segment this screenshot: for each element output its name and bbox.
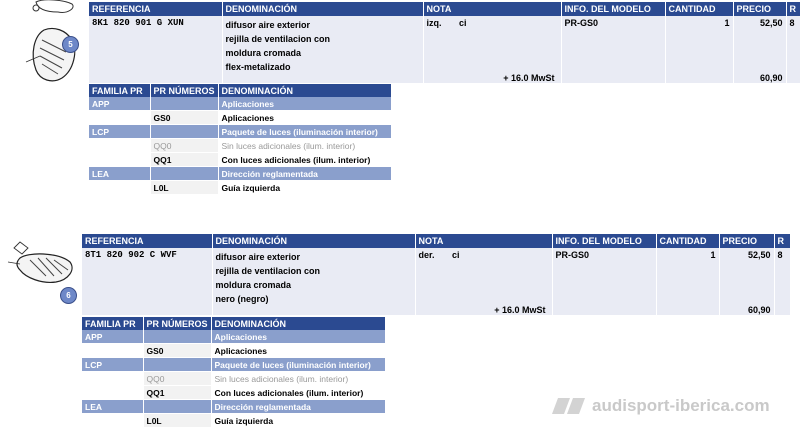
- pr-option-row[interactable]: [89, 111, 391, 125]
- pr-family-row: [89, 97, 391, 111]
- pr-family: APP: [89, 97, 150, 111]
- pr-code[interactable]: QQ0: [143, 372, 211, 386]
- pr-option-row[interactable]: [89, 139, 391, 153]
- parts-table-6: [82, 234, 791, 315]
- header-r: R: [786, 2, 800, 16]
- table-row[interactable]: [89, 16, 800, 83]
- quantity: 1: [656, 248, 719, 315]
- note-cell: [415, 248, 552, 315]
- quantity: 1: [665, 16, 733, 83]
- header-row: [82, 234, 790, 248]
- pr-option-row[interactable]: [82, 372, 385, 386]
- model-info: PR-GS0: [561, 16, 665, 83]
- note-cell: [423, 16, 561, 83]
- watermark-logo-icon: [552, 398, 586, 414]
- header-referencia: REFERENCIA: [82, 234, 212, 248]
- table-row[interactable]: [82, 248, 790, 315]
- header-info-modelo: INFO. DEL MODELO: [552, 234, 656, 248]
- pr-code[interactable]: GS0: [150, 111, 218, 125]
- pr-family-row: [82, 400, 385, 414]
- header-r: R: [774, 234, 790, 248]
- tax-note: + 16.0 MwSt: [494, 305, 546, 315]
- pr-desc: Sin luces adicionales (ilum. interior): [211, 372, 385, 386]
- pr-option-row[interactable]: [82, 414, 385, 428]
- tax-note: + 16.0 MwSt: [503, 73, 555, 83]
- desc-line: rejilla de ventilacion con: [215, 266, 321, 276]
- pr-option-row[interactable]: [89, 181, 391, 195]
- header-denominacion: DENOMINACIÓN: [222, 2, 423, 16]
- pr-desc: Aplicaciones: [211, 344, 385, 358]
- part-number[interactable]: 8K1 820 901 G XUN: [89, 16, 222, 83]
- model-info: PR-GS0: [552, 248, 656, 315]
- pr-family-desc: Dirección reglamentada: [218, 167, 391, 181]
- header-cantidad: CANTIDAD: [656, 234, 719, 248]
- pr-family: LCP: [82, 358, 143, 372]
- sub-header-row: [89, 84, 391, 97]
- note: der. ci: [418, 250, 460, 260]
- price-total: 60,90: [759, 73, 783, 83]
- pr-family-desc: Paquete de luces (iluminación interior): [218, 125, 391, 139]
- price: 52,50: [747, 250, 771, 260]
- pr-option-row[interactable]: [82, 344, 385, 358]
- price-total: 60,90: [747, 305, 771, 315]
- pr-family-desc: Paquete de luces (iluminación interior): [211, 358, 385, 372]
- part-description: [222, 16, 423, 83]
- note: izq. ci: [426, 18, 467, 28]
- header-row: [89, 2, 800, 16]
- parts-table-5: [89, 2, 800, 83]
- price: 52,50: [759, 18, 783, 28]
- pr-option-row[interactable]: [82, 386, 385, 400]
- header-precio: PRECIO: [733, 2, 786, 16]
- pr-family-desc: Dirección reglamentada: [211, 400, 385, 414]
- header-nota: NOTA: [423, 2, 561, 16]
- part-marker-6[interactable]: 6: [60, 287, 77, 304]
- pr-family: APP: [82, 330, 143, 344]
- pr-family-row: [89, 125, 391, 139]
- price-cell: [733, 16, 786, 83]
- pr-family: LEA: [89, 167, 150, 181]
- header-pr-numeros: PR NÚMEROS: [143, 317, 211, 330]
- pr-family-row: [82, 358, 385, 372]
- r-value: 8: [786, 16, 800, 83]
- pr-code[interactable]: L0L: [143, 414, 211, 428]
- sub-header-row: [82, 317, 385, 330]
- pr-desc: Con luces adicionales (ilum. interior): [211, 386, 385, 400]
- header-denominacion: DENOMINACIÓN: [218, 84, 391, 97]
- pr-family: LEA: [82, 400, 143, 414]
- desc-line: flex-metalizado: [225, 62, 291, 72]
- header-referencia: REFERENCIA: [89, 2, 222, 16]
- pr-family-row: [82, 330, 385, 344]
- header-familia-pr: FAMILIA PR: [89, 84, 150, 97]
- watermark: audisport-iberica.com: [592, 396, 770, 415]
- desc-line: moldura cromada: [225, 48, 302, 58]
- header-nota: NOTA: [415, 234, 552, 248]
- header-denominacion: DENOMINACIÓN: [211, 317, 385, 330]
- pr-desc: Con luces adicionales (ilum. interior): [218, 153, 391, 167]
- desc-line: rejilla de ventilacion con: [225, 34, 331, 44]
- pr-family-desc: Aplicaciones: [211, 330, 385, 344]
- header-precio: PRECIO: [719, 234, 774, 248]
- pr-family: LCP: [89, 125, 150, 139]
- pr-options-table-5: [89, 84, 392, 195]
- pr-desc: Guía izquierda: [211, 414, 385, 428]
- header-cantidad: CANTIDAD: [665, 2, 733, 16]
- pr-desc: Sin luces adicionales (ilum. interior): [218, 139, 391, 153]
- desc-line: nero (negro): [215, 294, 269, 304]
- pr-code[interactable]: QQ0: [150, 139, 218, 153]
- pr-option-row[interactable]: [89, 153, 391, 167]
- pr-code[interactable]: L0L: [150, 181, 218, 195]
- part-description: [212, 248, 415, 315]
- desc-line: difusor aire exterior: [215, 252, 301, 262]
- pr-family-desc: Aplicaciones: [218, 97, 391, 111]
- price-cell: [719, 248, 774, 315]
- header-pr-numeros: PR NÚMEROS: [150, 84, 218, 97]
- pr-code[interactable]: GS0: [143, 344, 211, 358]
- pr-family-row: [89, 167, 391, 181]
- header-denominacion: DENOMINACIÓN: [212, 234, 415, 248]
- header-familia-pr: FAMILIA PR: [82, 317, 143, 330]
- r-value: 8: [774, 248, 790, 315]
- pr-desc: Guía izquierda: [218, 181, 391, 195]
- pr-options-table-6: [82, 317, 386, 428]
- pr-code[interactable]: QQ1: [150, 153, 218, 167]
- part-marker-5[interactable]: 5: [62, 36, 79, 53]
- header-info-modelo: INFO. DEL MODELO: [561, 2, 665, 16]
- desc-line: moldura cromada: [215, 280, 292, 290]
- desc-line: difusor aire exterior: [225, 20, 311, 30]
- pr-code[interactable]: QQ1: [143, 386, 211, 400]
- part-number[interactable]: 8T1 820 902 C WVF: [82, 248, 212, 315]
- pr-desc: Aplicaciones: [218, 111, 391, 125]
